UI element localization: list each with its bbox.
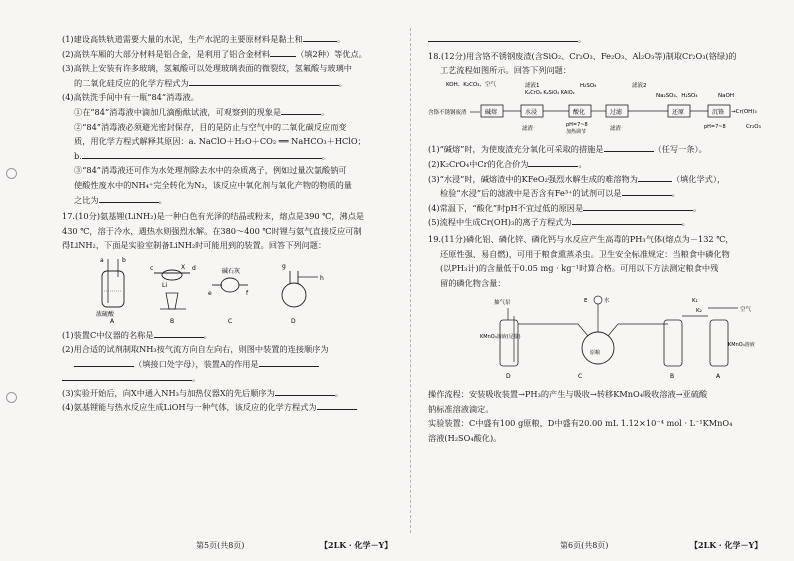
q16-sub1: (1)建设高铁轨道需要大量的水泥，生产水泥的主要原材料是黏土和 。 xyxy=(62,34,346,44)
svg-text:NaOH: NaOH xyxy=(718,92,734,99)
svg-text:C: C xyxy=(228,317,233,323)
q16-sub4-3: ③“84”消毒液还可作为水处理剂除去水中的杂质离子，例如过量次氯酸钠可 xyxy=(74,165,347,176)
svg-text:K₂CrO₄ K₂SiO₃ KAlO₂: K₂CrO₄ K₂SiO₃ KAlO₂ xyxy=(525,89,575,96)
q19-text: 溶液(H₂SO₄酸化)。 xyxy=(428,432,502,443)
svg-text:加热调节: 加热调节 xyxy=(566,128,587,135)
svg-text:A: A xyxy=(110,317,115,323)
q17-stem: 17.(10分)氨基锂(LiNH₂)是一种白色有光泽的结晶或粉末，熔点是390 ℃，沸点是 xyxy=(62,211,365,222)
svg-text:滤液1: 滤液1 xyxy=(525,82,540,89)
q17-sub2-end: 。 xyxy=(62,371,396,386)
q18-stem: 工艺流程如图所示。回答下列问题： xyxy=(440,65,572,76)
q16-sub4-1: ①在“84”消毒液中滴加几滴酚酞试液，可观察到的现象是 。 xyxy=(74,106,330,117)
q18-sub3: (3)“水浸”时，碱熔渣中的KFeO₂强烈水解生成的难溶物为 （填化学式）， xyxy=(428,173,726,184)
q19-stem: 19.(11分)磷化铝、磷化锌、磷化钙与水反应产生高毒的PH₃气体(熔点为－132 ℃， xyxy=(428,233,734,244)
svg-text:KMnO₄溶液(足量): KMnO₄溶液(足量) xyxy=(480,334,521,341)
svg-text:还原: 还原 xyxy=(672,108,685,116)
q19-text: 钠标准溶液滴定。 xyxy=(428,403,494,414)
q17-stem: 430 ℃，溶于冷水，遇热水则强烈水解。在380～400 ℃时锂与氨气直接反应可制 xyxy=(62,225,362,236)
q19-stem: 还原性强、易自燃)，可用于粮食熏蒸杀虫。卫生安全标准规定：当粮食中磷化物 xyxy=(440,248,730,259)
svg-text:水: 水 xyxy=(604,298,610,305)
right-footer-tag: 【2LK · 化学－Y】 xyxy=(690,540,763,550)
svg-text:b: b xyxy=(122,256,126,264)
svg-text:H₂SO₄: H₂SO₄ xyxy=(580,82,597,89)
svg-text:空气: 空气 xyxy=(740,307,752,314)
svg-text:Li: Li xyxy=(162,281,168,289)
q18-sub5: (5)流程中生成Cr(OH)₃的离子方程式为 。 xyxy=(428,217,690,228)
svg-text:抽气泵: 抽气泵 xyxy=(494,300,511,307)
right-page xyxy=(428,32,778,445)
q17-sub2: (2)用合适的试剂制取NH₃按气流方向自左向右，则图中装置的连接顺序为 xyxy=(62,344,329,355)
svg-text:B: B xyxy=(170,317,175,323)
left-footer-tag: 【2LK · 化学－Y】 xyxy=(320,540,393,550)
svg-text:f: f xyxy=(246,289,249,297)
q16-continued-blank: 。 xyxy=(428,32,778,47)
svg-text:→Cr(OH)₃: →Cr(OH)₃ xyxy=(731,108,757,115)
binding-hole xyxy=(6,168,17,179)
q16-sub2: (2)高铁车厢的大部分材料是铝合金，是利用了铝合金材料 （填2种）等优点。 xyxy=(62,48,367,59)
q16-sub4-2-b: b. 。 xyxy=(74,150,331,161)
svg-text:a: a xyxy=(100,256,104,264)
q17-stem: 得LiNH₂，下面是实验室制备LiNH₂时可能用到的装置。回答下列问题： xyxy=(62,240,327,251)
svg-text:Cr₂O₃: Cr₂O₃ xyxy=(746,123,761,130)
svg-text:K₂: K₂ xyxy=(696,308,702,315)
q16-sub4-3-cont: 使酸性废水中的NH₄⁺完全转化为N₂，该反应中氧化剂与氧化产物的物质的量 xyxy=(74,179,352,190)
q19-stem: 留的磷化物含量： xyxy=(440,277,506,288)
q17-sub3: (3)实验开始后，向X中通入NH₃与加热仪器X的先后顺序为 。 xyxy=(62,387,343,398)
q17-sub1: (1)装置C中仪器的名称是 。 xyxy=(62,329,212,340)
svg-text:KMnO₄溶液: KMnO₄溶液 xyxy=(728,342,755,349)
svg-text:K₁: K₁ xyxy=(692,298,698,305)
svg-text:碱石灰: 碱石灰 xyxy=(222,267,241,275)
page-divider xyxy=(410,28,411,533)
right-footer-page: 第6页(共8页) xyxy=(560,541,609,550)
svg-text:沉铬: 沉铬 xyxy=(712,108,725,116)
svg-text:Na₂SO₃、H₂SO₄: Na₂SO₃、H₂SO₄ xyxy=(656,92,698,99)
q18-stem: 18.(12分)用含铬不锈钢废渣(含SiO₂、Cr₂O₃、Fe₂O₃、Al₂O₃等)制取Cr₂O₃(铬绿)的 xyxy=(428,50,737,61)
binding-hole xyxy=(6,392,17,403)
q16-sub4-2: ②“84”消毒液必须避光密封保存，目的是防止与空气中的二氧化碳反应而变 xyxy=(74,121,347,132)
q19-text: 实验装置：C中盛有100 g原粮，D中盛有20.00 mL 1.12×10⁻⁴ mol · L⁻¹KMnO₄ xyxy=(428,418,733,429)
q18-sub3-cont: 检验“水浸”后的滤液中是否含有Fe³⁺的试剂可以是 。 xyxy=(440,188,680,199)
svg-text:c: c xyxy=(150,264,154,272)
svg-text:B: B xyxy=(670,373,675,381)
q16-sub4-2-cont: 质，用化学方程式解释其原因：a. NaClO＋H₂O＋CO₂ ══ NaHCO₃＋HClO； xyxy=(74,136,366,147)
svg-text:KOH、K₂CO₃、空气: KOH、K₂CO₃、空气 xyxy=(446,81,496,88)
apparatus-diagram xyxy=(62,253,396,323)
svg-text:过滤: 过滤 xyxy=(610,108,623,116)
svg-text:pH=7~8: pH=7~8 xyxy=(704,123,726,130)
q16-sub3: (3)高铁上安装有许多玻璃，氢氟酸可以处理玻璃表面的微裂纹，氢氟酸与玻璃中 xyxy=(62,63,352,74)
svg-text:滤渣: 滤渣 xyxy=(522,125,534,132)
svg-text:e: e xyxy=(208,289,212,297)
left-footer-page: 第5页(共8页) xyxy=(196,541,245,550)
q16-sub4-3-end: 之比为 。 xyxy=(74,194,167,205)
svg-text:原粮: 原粮 xyxy=(590,350,601,357)
q18-sub4: (4)常温下，“酸化”时pH不宜过低的原因是 。 xyxy=(428,202,702,213)
svg-text:碱熔: 碱熔 xyxy=(485,108,498,116)
svg-text:C: C xyxy=(578,373,583,381)
process-flow-diagram xyxy=(428,78,778,138)
svg-text:D: D xyxy=(506,373,511,381)
q18-flowchart xyxy=(428,78,778,143)
q18-sub2: (2)K₂CrO₄中Cr的化合价为 。 xyxy=(428,158,587,169)
svg-text:A: A xyxy=(716,373,721,381)
q17-sub2-cont: （填接口处字母），装置A的作用是 xyxy=(62,357,396,372)
svg-text:含铬不锈钢废渣: 含铬不锈钢废渣 xyxy=(428,109,467,116)
svg-text:滤液2: 滤液2 xyxy=(632,82,647,89)
q17-sub4: (4)氨基锂能与热水反应生成LiOH与一种气体，该反应的化学方程式为 xyxy=(62,400,396,415)
svg-text:g: g xyxy=(282,262,286,270)
svg-text:pH=7~8: pH=7~8 xyxy=(566,121,588,128)
svg-text:滤渣: 滤渣 xyxy=(610,125,622,132)
svg-text:酸化: 酸化 xyxy=(573,108,586,116)
q19-apparatus-figure xyxy=(428,290,778,387)
svg-text:浓硫酸: 浓硫酸 xyxy=(96,310,115,318)
svg-text:水浸: 水浸 xyxy=(525,108,538,116)
svg-text:d: d xyxy=(192,264,196,272)
svg-text:E: E xyxy=(584,298,588,305)
q17-apparatus-figure xyxy=(62,253,396,328)
q19-stem: (以PH₃计)的含量低于0.05 mg · kg⁻¹时算合格。可用以下方法测定粮食中残 xyxy=(440,263,719,274)
q16-sub4: (4)高铁洗手间中有一瓶“84”消毒液。 xyxy=(62,92,199,103)
svg-text:h: h xyxy=(320,274,324,282)
left-page xyxy=(62,32,396,415)
svg-text:D: D xyxy=(291,317,296,323)
q16-sub3-cont: 的二氧化硅反应的化学方程式为 。 xyxy=(74,77,347,88)
q19-text: 操作流程：安装吸收装置→PH₃的产生与吸收→转移KMnO₄吸收溶液→亚硫酸 xyxy=(428,388,708,399)
phosphine-apparatus-diagram xyxy=(428,290,778,382)
svg-text:X: X xyxy=(181,263,186,271)
q18-sub1: (1)“碱熔”时，为使废渣充分氧化可采取的措施是 （任写一条）。 xyxy=(428,144,707,155)
